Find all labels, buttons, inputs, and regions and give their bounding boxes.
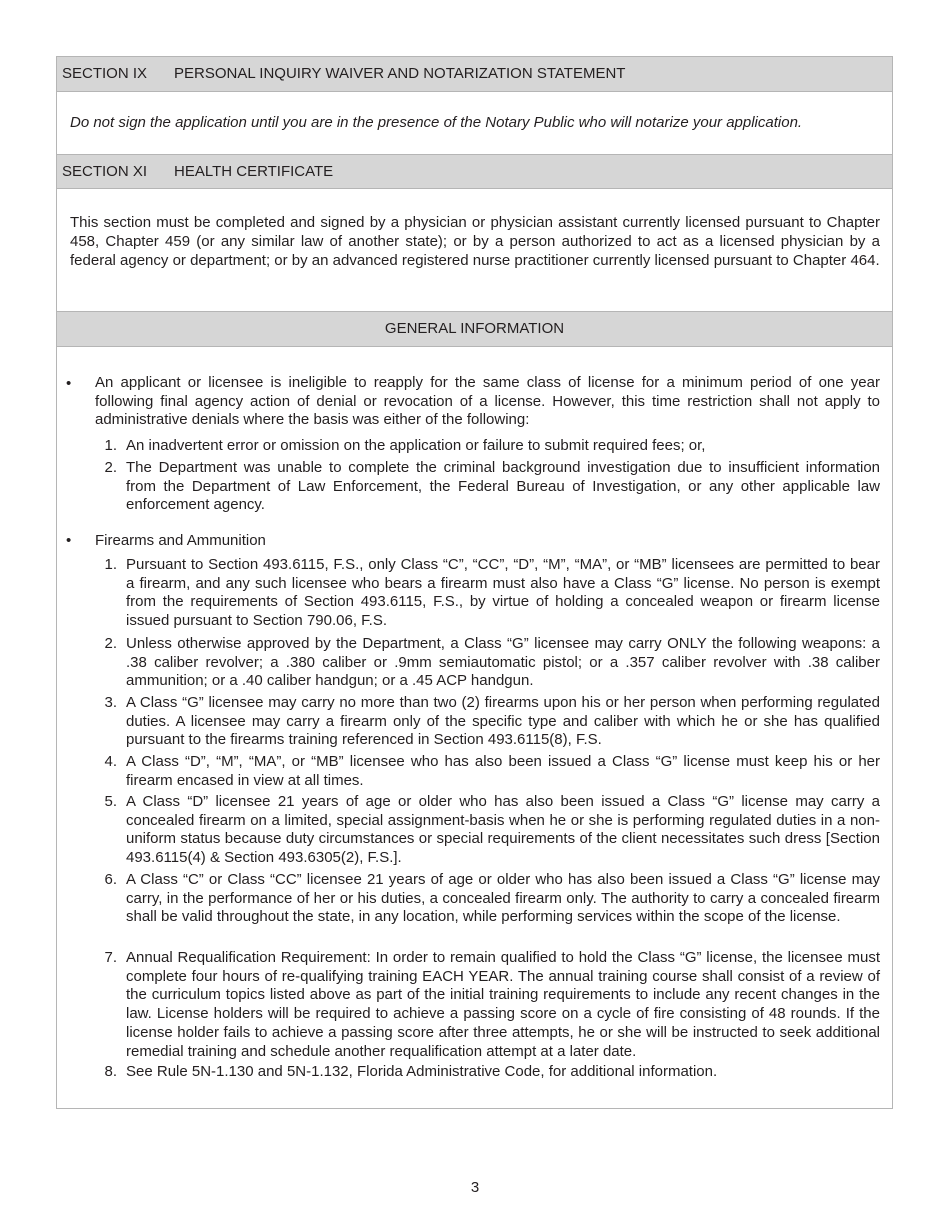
section-xi-number: SECTION XI <box>62 163 148 180</box>
list-item <box>95 556 880 631</box>
general-information-title: GENERAL INFORMATION <box>384 320 565 337</box>
bullet-ineligibility-text: An applicant or licensee is ineligible to reapply for the same class of license for a minimum period of one year following final agency action of denial or revocation of a license. However, this time restriction shall not apply to administrative denials where the basis was either of the following: <box>95 374 880 429</box>
list-item-number: 6. <box>104 871 117 888</box>
bullet-marker: • <box>66 532 72 549</box>
list-item-number: 1. <box>104 437 117 454</box>
list-item-text: A Class “D”, “M”, “MA”, or “MB” licensee who has also been issued a Class “G” license must keep his or her firearm encased in view at all times. <box>126 753 880 789</box>
section-ix-title: PERSONAL INQUIRY WAIVER AND NOTARIZATION STATEMENT <box>174 65 626 82</box>
list-item <box>95 753 880 790</box>
list-item-text: An inadvertent error or omission on the application or failure to submit required fees; or, <box>126 437 706 454</box>
list-item <box>95 949 880 1061</box>
list-item-number: 8. <box>104 1063 117 1080</box>
section-ix-header <box>57 57 892 92</box>
form-page-box <box>56 56 893 1109</box>
list-item <box>95 871 880 927</box>
section-xi-title: HEALTH CERTIFICATE <box>174 163 334 180</box>
list-item <box>95 459 880 515</box>
list-item-text: The Department was unable to complete the criminal background investigation due to insufficient information from the Department of Law Enforcement, the Federal Bureau of Investigation, or any other applicable law enforcement agency. <box>126 459 880 514</box>
list-item-number: 1. <box>104 556 117 573</box>
general-information-header <box>57 311 892 347</box>
list-item-number: 2. <box>104 635 117 652</box>
list-item-text: A Class “D” licensee 21 years of age or older who has also been issued a Class “G” license may carry a concealed firearm on a limited, special assignment-basis when he or she is performing regulated duties in a non-uniform status because duty circumstances or special requirements of the client necessitates such dress [Section 493.6115(4) & Section 493.6305(2), F.S.]. <box>126 793 880 867</box>
list-item-number: 4. <box>104 753 117 770</box>
list-item <box>95 793 880 868</box>
list-item-text: Annual Requalification Requirement: In order to remain qualified to hold the Class “G” license, the licensee must complete four hours of re-qualifying training EACH YEAR. The annual training course shall consist of a review of the curriculum topics listed above as part of the initial training requirements to include any recent changes in the law. License holders will be required to achieve a passing score on a cycle of fire consisting of 48 rounds. If the license holder fails to achieve a passing score after three attempts, he or she will be instructed to seek additional remedial training and schedule another requalification attempt at a later date. <box>126 949 880 1060</box>
list-item <box>95 1063 880 1082</box>
section-xi-text: This section must be completed and signed by a physician or physician assistant currently licensed pursuant to Chapter 458, Chapter 459 (or any similar law of another state); or by a person authorized to act as a licensed physician by a federal agency or department; or by an advanced registered nurse practitioner currently licensed pursuant to Chapter 464. <box>70 214 880 270</box>
list-item-number: 2. <box>104 459 117 476</box>
page-number: 3 <box>470 1179 480 1196</box>
list-item-text: A Class “C” or Class “CC” licensee 21 years of age or older who has also been issued a Class “G” license may carry, in the performance of her or his duties, a concealed firearm only. The authority to carry a concealed firearm shall be valid throughout the state, in any location, while performing services within the scope of the license. <box>126 871 880 926</box>
list-item-text: Unless otherwise approved by the Department, a Class “G” licensee may carry ONLY the following weapons: a .38 caliber revolver; a .380 caliber or .9mm semiautomatic pistol; or a .357 caliber revolver with .38 caliber ammunition; or a .40 caliber handgun; or a .45 ACP handgun. <box>126 635 880 690</box>
list-item-text: See Rule 5N-1.130 and 5N-1.132, Florida Administrative Code, for additional information. <box>126 1063 718 1080</box>
section-ix-notice: Do not sign the application until you are in the presence of the Notary Public who will notarize your application. <box>70 114 803 131</box>
list-item-text: A Class “G” licensee may carry no more than two (2) firearms upon his or her person when performing regulated duties. A licensee may carry a firearm only of the specific type and caliber with which he or she has qualified pursuant to the firearms training referenced in Section 493.6115(8), F.S. <box>126 694 880 749</box>
section-xi-header <box>57 154 892 189</box>
list-item-number: 5. <box>104 793 117 810</box>
list-item <box>95 694 880 750</box>
list-item-number: 3. <box>104 694 117 711</box>
list-item <box>95 635 880 691</box>
list-item <box>95 437 880 456</box>
bullet-marker: • <box>66 375 72 392</box>
list-item-text: Pursuant to Section 493.6115, F.S., only Class “C”, “CC”, “D”, “M”, “MA”, or “MB” licensees are permitted to bear a firearm, and any such licensee who bears a firearm must also have a Class “G” license. No person is exempt from the requirements of Section 493.6115, F.S., by virtue of holding a concealed weapon or firearm license issued pursuant to Section 790.06, F.S. <box>126 556 880 630</box>
section-ix-number: SECTION IX <box>62 65 148 82</box>
list-item-number: 7. <box>104 949 117 966</box>
bullet-firearms-title: Firearms and Ammunition <box>95 532 266 549</box>
